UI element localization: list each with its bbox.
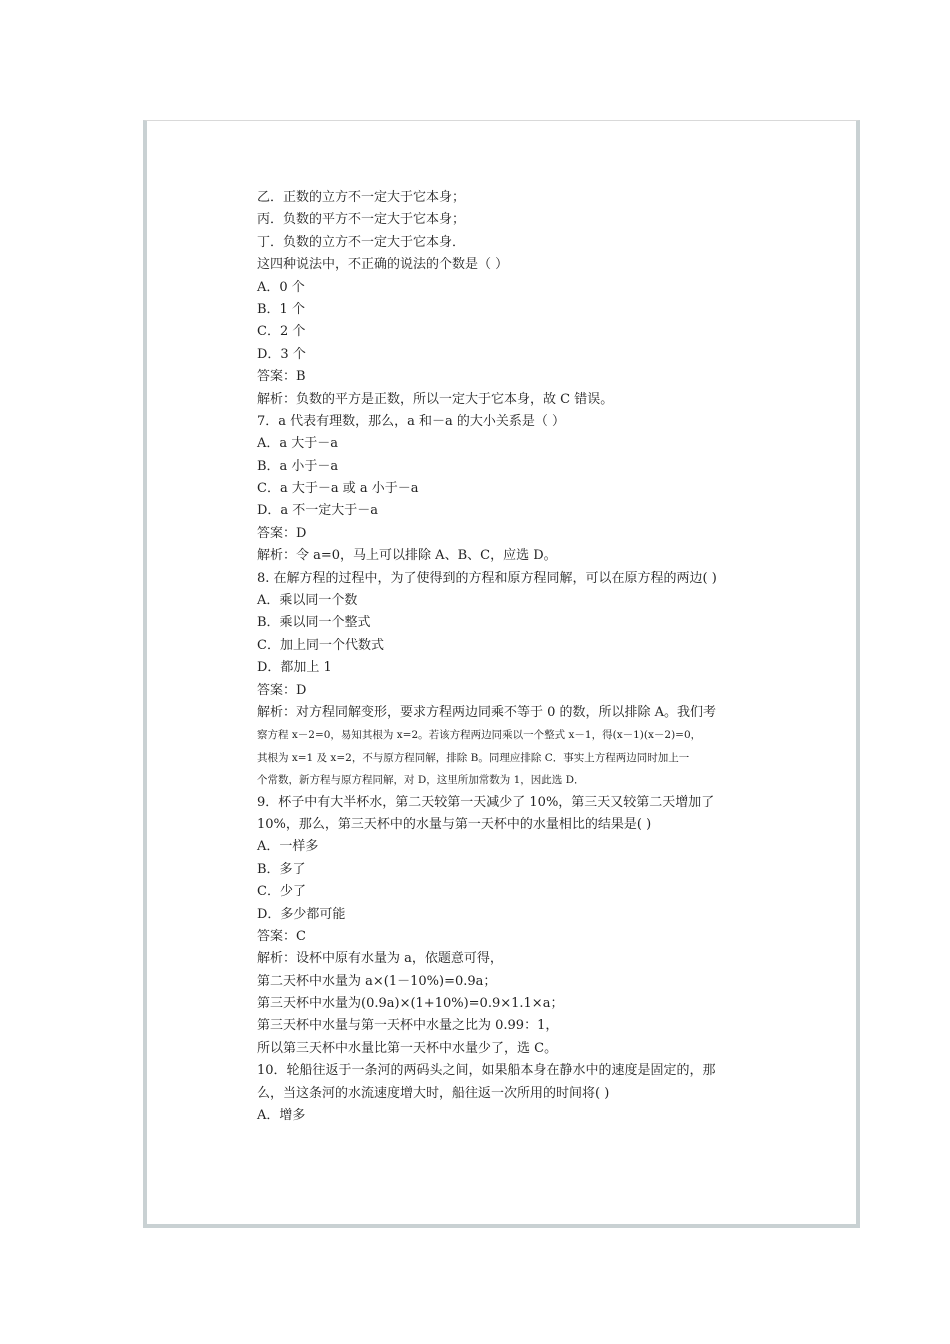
text-line: D．a 不一定大于－a xyxy=(257,503,379,519)
text-line: B．多了 xyxy=(257,861,306,877)
text-line: 么，当这条河的水流速度增大时，船往返一次所用的时间将( ) xyxy=(257,1085,610,1101)
text-line: A．乘以同一个数 xyxy=(257,593,358,609)
text-line: 答案：D xyxy=(257,682,307,698)
text-line: 9．杯子中有大半杯水，第二天较第一天减少了 10%，第三天又较第二天增加了 xyxy=(257,794,715,810)
text-line: A．增多 xyxy=(257,1108,306,1124)
text-line: 答案：C xyxy=(257,928,306,944)
text-line: A．一样多 xyxy=(257,839,319,855)
text-line: 解析：令 a=0，马上可以排除 A、B、C，应选 D。 xyxy=(257,548,557,564)
text-line: 丙．负数的平方不一定大于它本身； xyxy=(257,212,466,228)
text-line: C．少了 xyxy=(257,884,306,900)
document-text-body xyxy=(257,187,757,1127)
text-line: C．2 个 xyxy=(257,324,306,340)
text-line: B．a 小于－a xyxy=(257,458,339,474)
text-line: 第二天杯中水量为 a×(1－10%)=0.9a； xyxy=(257,973,497,989)
text-line: 答案：D xyxy=(257,525,307,541)
text-line: 其根为 x=1 及 x=2，不与原方程同解，排除 B。同理应排除 C．事实上方程两边同时加上一 xyxy=(257,751,690,764)
text-line: B．乘以同一个整式 xyxy=(257,615,371,631)
text-line: 解析：负数的平方是正数，所以一定大于它本身，故 C 错误。 xyxy=(257,391,614,407)
text-line: D．多少都可能 xyxy=(257,906,346,922)
document-page xyxy=(143,120,860,1228)
text-line: 丁．负数的立方不一定大于它本身． xyxy=(257,234,466,250)
text-line: 乙．正数的立方不一定大于它本身； xyxy=(257,190,466,205)
text-line: C．加上同一个代数式 xyxy=(257,637,384,653)
text-line: 第三天杯中水量为(0.9a)×(1+10%)=0.9×1.1×a； xyxy=(257,996,564,1012)
text-line: A．a 大于－a xyxy=(257,436,339,452)
text-line: D．3 个 xyxy=(257,346,306,362)
text-line: 这四种说法中，不正确的说法的个数是（ ） xyxy=(257,257,509,273)
text-line: 8. 在解方程的过程中，为了使得到的方程和原方程同解，可以在原方程的两边( ) xyxy=(257,570,717,586)
text-line: 答案：B xyxy=(257,369,306,385)
text-line: 10．轮船往返于一条河的两码头之间，如果船本身在静水中的速度是固定的，那 xyxy=(257,1063,716,1079)
text-line: 第三天杯中水量与第一天杯中水量之比为 0.99：1， xyxy=(257,1018,559,1034)
text-line: C．a 大于－a 或 a 小于－a xyxy=(257,481,419,497)
text-line: 所以第三天杯中水量比第一天杯中水量少了，选 C。 xyxy=(257,1040,558,1056)
text-line: 解析：对方程同解变形，要求方程两边同乘不等于 0 的数，所以排除 A。我们考 xyxy=(257,704,717,720)
text-line: 察方程 x－2=0，易知其根为 x=2。若该方程两边同乘以一个整式 x－1，得(x－1)(x－2)=0， xyxy=(257,729,702,742)
text-line: B．1 个 xyxy=(257,301,305,317)
text-line: D．都加上 1 xyxy=(257,660,332,676)
text-line: 10%，那么，第三天杯中的水量与第一天杯中的水量相比的结果是( ) xyxy=(257,816,652,832)
text-line: 个常数，新方程与原方程同解，对 D，这里所加常数为 1，因此选 D． xyxy=(257,774,585,787)
text-line: 解析：设杯中原有水量为 a，依题意可得， xyxy=(257,951,503,967)
text-line: A．0 个 xyxy=(257,279,305,295)
text-line: 7．a 代表有理数，那么，a 和－a 的大小关系是（ ） xyxy=(257,413,566,429)
